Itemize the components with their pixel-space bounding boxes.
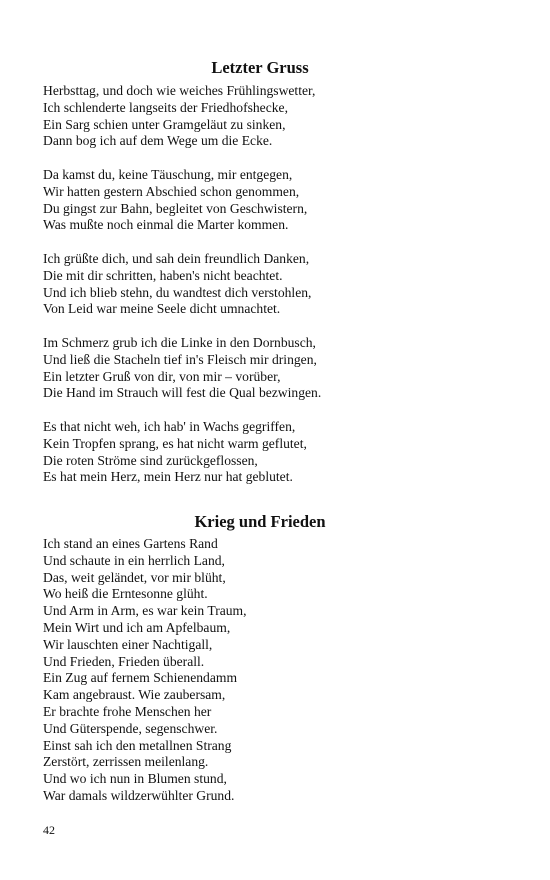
verse-line: Im Schmerz grub ich die Linke in den Dornbusch, [43, 335, 316, 350]
stanza [43, 419, 523, 486]
verse-line: Ich schlenderte langseits der Friedhofshecke, [43, 99, 288, 115]
verse-line: Mein Wirt und ich am Apfelbaum, [43, 619, 231, 635]
stanza [43, 251, 523, 318]
stanza [43, 83, 523, 150]
verse-line: Und Arm in Arm, es war kein Traum, [43, 603, 247, 619]
verse-line: Es that nicht weh, ich hab' in Wachs gegriffen, [43, 419, 296, 434]
verse-line: Kam angebraust. Wie zaubersam, [43, 687, 226, 703]
verse-line: Ein Zug auf fernem Schienendamm [43, 670, 238, 686]
verse-line: Was mußte noch einmal die Marter kommen. [43, 217, 289, 233]
page-number: 42 [43, 823, 55, 837]
verse-line: Und Güterspende, segenschwer. [43, 720, 218, 736]
verse-line: Ich stand an eines Gartens Rand [43, 536, 218, 551]
verse-line: War damals wildzerwühlter Grund. [43, 787, 235, 803]
verse-line: Herbsttag, und doch wie weiches Frühlingswetter, [43, 83, 316, 98]
verse-line: Wir hatten gestern Abschied schon genommen, [43, 183, 300, 199]
verse-line: Das, weit geländet, vor mir blüht, [43, 569, 226, 585]
verse-line: Die roten Ströme sind zurückgeflossen, [43, 452, 258, 468]
verse-line: Du gingst zur Bahn, begleitet von Geschwistern, [43, 200, 308, 216]
verse-line: Wo heiß die Erntesonne glüht. [43, 586, 208, 602]
verse-line: Ein letzter Gruß von dir, von mir – vorüber, [43, 368, 281, 384]
verse-line: Die Hand im Strauch will fest die Qual bezwingen. [43, 385, 322, 401]
verse-line: Und schaute in ein herrlich Land, [43, 552, 225, 568]
verse-line: Da kamst du, keine Täuschung, mir entgegen, [43, 167, 293, 182]
verse-line: Und Frieden, Frieden überall. [43, 653, 205, 669]
verse-line: Von Leid war meine Seele dicht umnachtet. [43, 301, 281, 317]
verse-line: Er brachte frohe Menschen her [43, 703, 212, 719]
verse-line: Die mit dir schritten, haben's nicht beachtet. [43, 267, 283, 283]
verse-line: Zerstört, zerrissen meilenlang. [43, 754, 209, 770]
stanza [43, 335, 523, 402]
verse-line: Und ließ die Stacheln tief in's Fleisch mir dringen, [43, 351, 317, 367]
verse-line: Dann bog ich auf dem Wege um die Ecke. [43, 133, 273, 149]
verse-line: Einst sah ich den metallnen Strang [43, 737, 232, 753]
verse-line: Wir lauschten einer Nachtigall, [43, 636, 213, 652]
poem-title: Letzter Gruss [211, 58, 309, 77]
verse-line: Und wo ich nun in Blumen stund, [43, 771, 227, 787]
verse-line: Ein Sarg schien unter Gramgeläut zu sinken, [43, 116, 286, 132]
verse-line: Und ich blieb stehn, du wandtest dich verstohlen, [43, 284, 312, 300]
verse-line: Ich grüßte dich, und sah dein freundlich Danken, [43, 251, 310, 266]
verse-line: Kein Tropfen sprang, es hat nicht warm geflutet, [43, 435, 307, 451]
verse-line: Es hat mein Herz, mein Herz nur hat geblutet. [43, 469, 293, 485]
stanza [43, 536, 523, 805]
stanza [43, 167, 523, 234]
poem-title: Krieg und Frieden [194, 512, 326, 531]
